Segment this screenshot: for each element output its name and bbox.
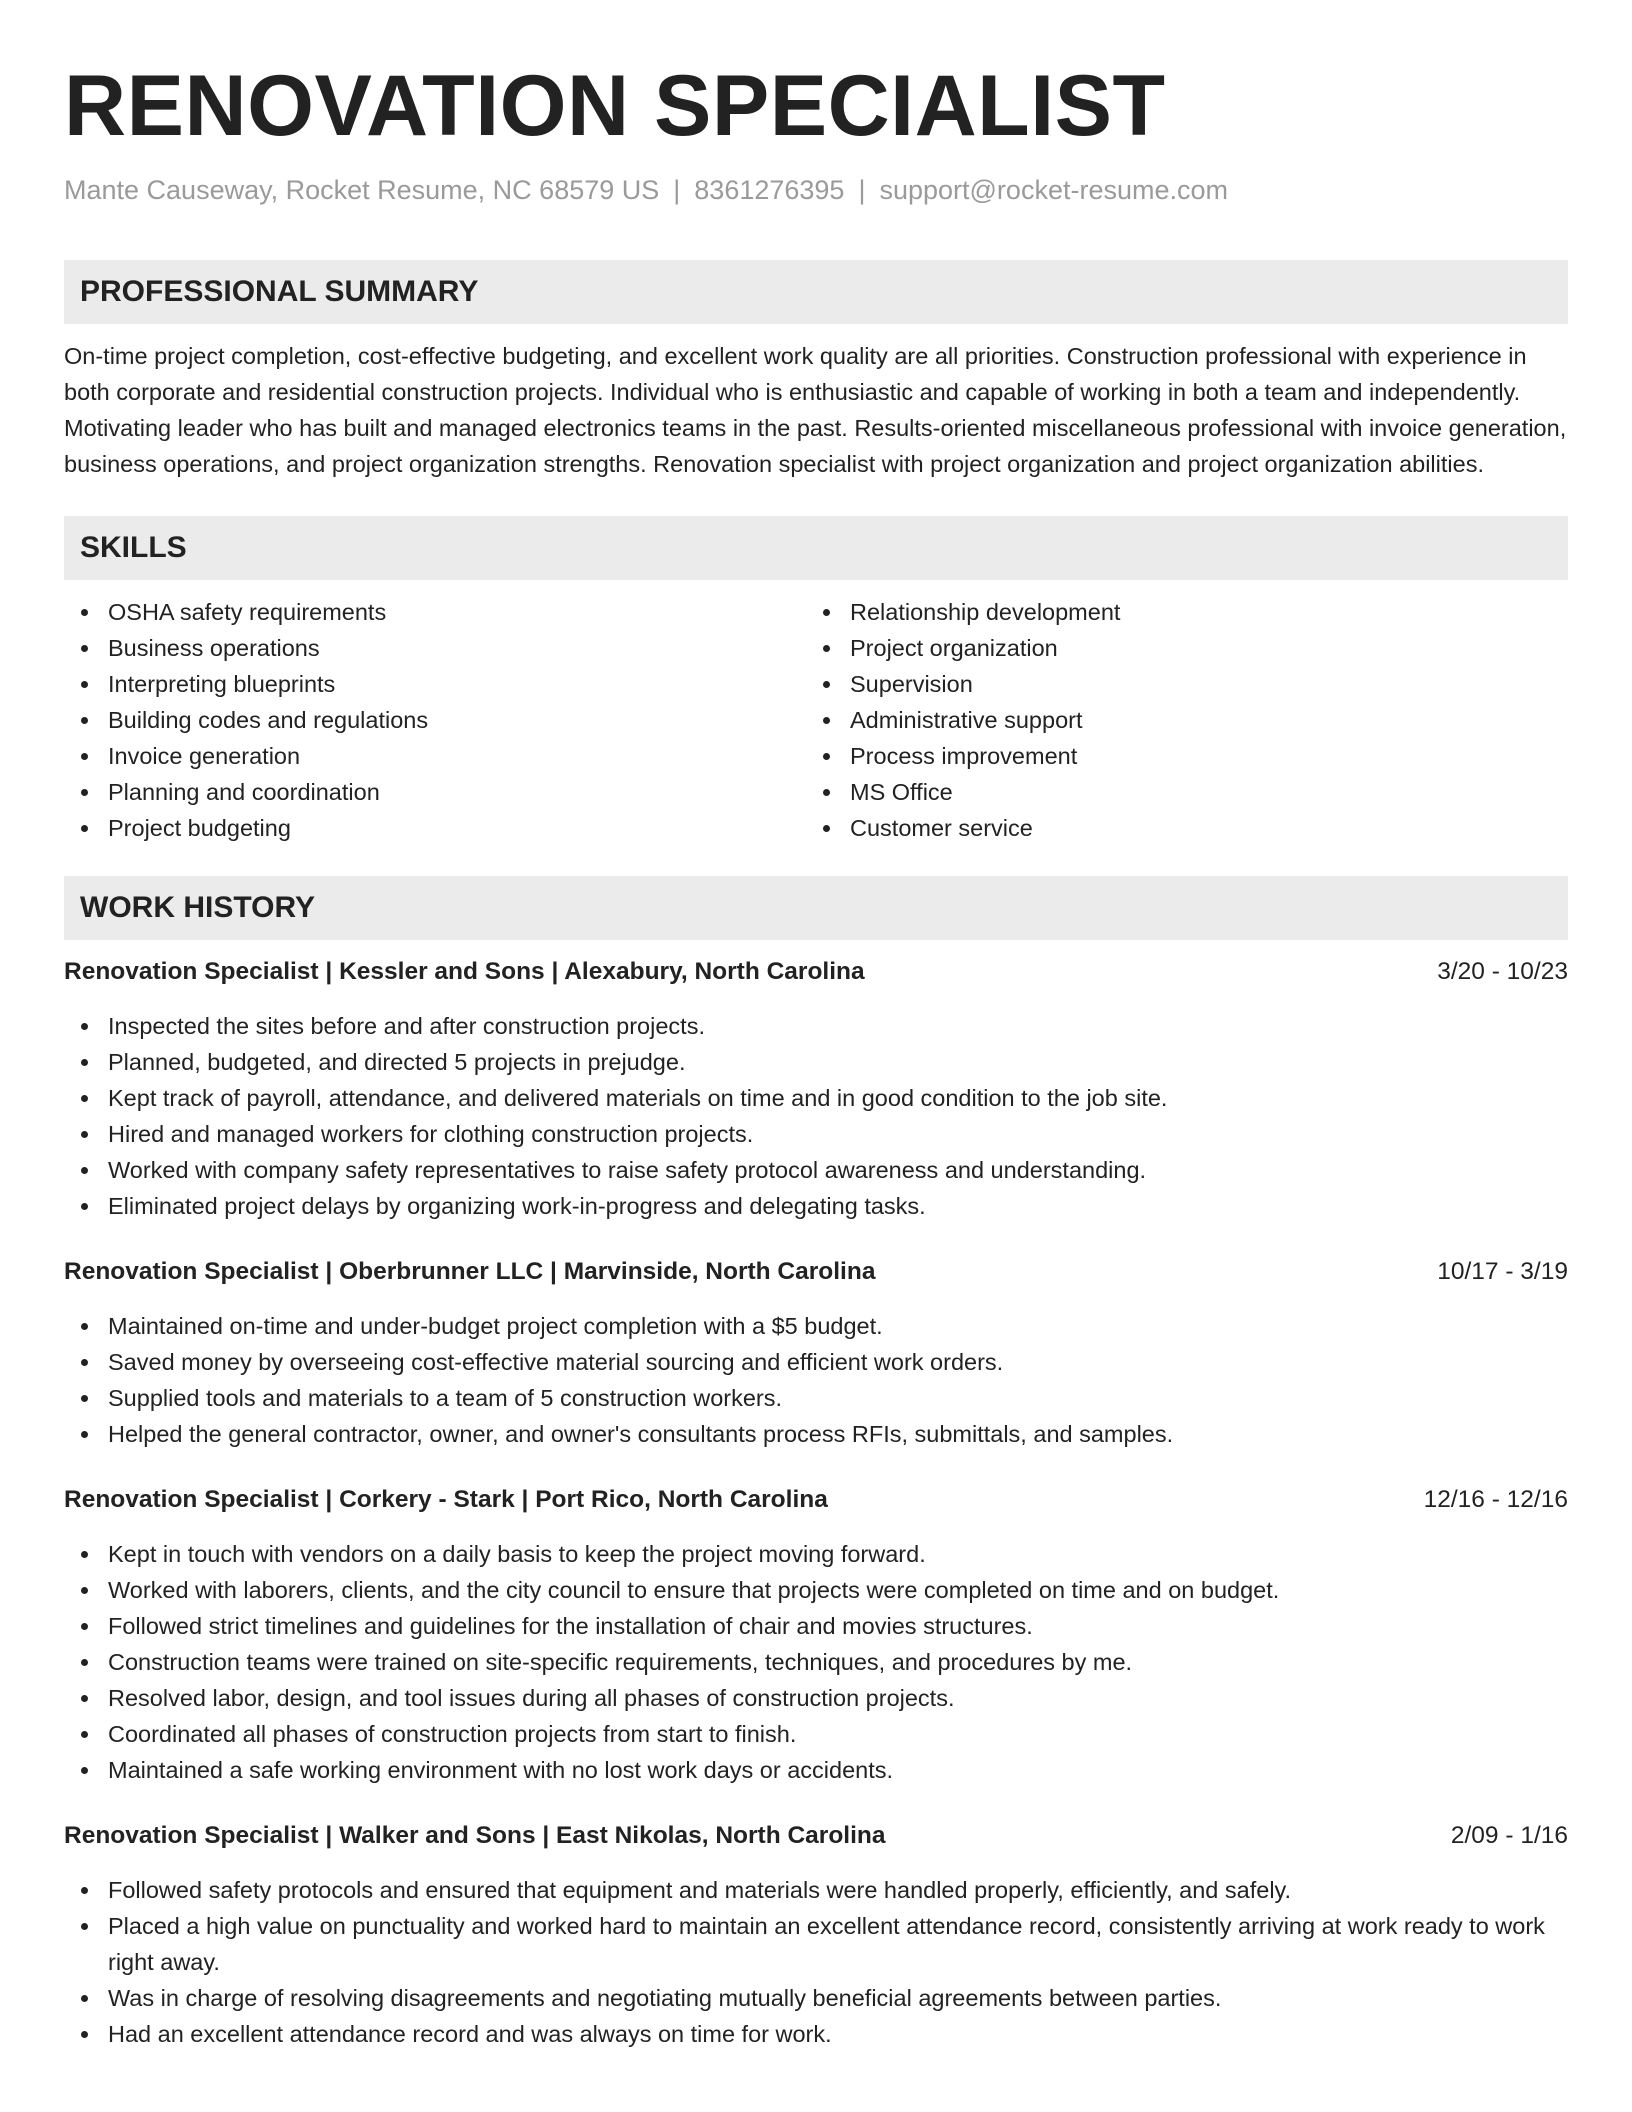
skill-item: Interpreting blueprints	[64, 666, 806, 702]
job-bullet: Had an excellent attendance record and was always on time for work.	[64, 2016, 1568, 2052]
job-entry	[64, 1482, 1568, 1788]
skill-item: Project organization	[806, 630, 1548, 666]
job-bullet: Hired and managed workers for clothing construction projects.	[64, 1116, 1568, 1152]
skills-list	[64, 594, 1568, 846]
job-dates: 12/16 - 12/16	[1423, 1486, 1568, 1513]
job-entry	[64, 954, 1568, 1224]
job-bullet: Resolved labor, design, and tool issues during all phases of construction projects.	[64, 1680, 1568, 1716]
job-bullets	[64, 1536, 1568, 1788]
job-dates: 2/09 - 1/16	[1450, 1822, 1568, 1849]
skill-item: Supervision	[806, 666, 1548, 702]
skills-column-left	[64, 594, 806, 846]
contact-separator: |	[858, 175, 866, 205]
skill-item: Planning and coordination	[64, 774, 806, 810]
skills-column-right	[806, 594, 1548, 846]
job-header	[64, 1482, 1568, 1518]
summary-heading: PROFESSIONAL SUMMARY	[64, 260, 1568, 324]
job-bullets	[64, 1008, 1568, 1224]
skill-item: Customer service	[806, 810, 1548, 846]
job-bullet: Worked with laborers, clients, and the city council to ensure that projects were completed on time and on budget.	[64, 1572, 1568, 1608]
contact-separator: |	[673, 175, 681, 205]
job-bullet: Saved money by overseeing cost-effective material sourcing and efficient work orders.	[64, 1344, 1568, 1380]
skill-item: Invoice generation	[64, 738, 806, 774]
skill-item: Business operations	[64, 630, 806, 666]
resume-name: RENOVATION SPECIALIST	[64, 58, 1166, 154]
job-title: Renovation Specialist | Kessler and Sons | Alexabury, North Carolina	[64, 958, 865, 985]
job-header	[64, 1818, 1568, 1854]
skill-item: Administrative support	[806, 702, 1548, 738]
contact-phone: 8361276395	[694, 175, 845, 205]
skills-heading: SKILLS	[64, 516, 1568, 580]
job-title: Renovation Specialist | Oberbrunner LLC | Marvinside, North Carolina	[64, 1258, 876, 1285]
job-title: Renovation Specialist | Corkery - Stark | Port Rico, North Carolina	[64, 1486, 828, 1513]
job-header	[64, 1254, 1568, 1290]
job-bullet: Planned, budgeted, and directed 5 projects in prejudge.	[64, 1044, 1568, 1080]
skill-item: Relationship development	[806, 594, 1548, 630]
job-bullet: Placed a high value on punctuality and worked hard to maintain an excellent attendance record, consistently arriving at work ready to work right away.	[64, 1908, 1568, 1980]
job-bullet: Coordinated all phases of construction projects from start to finish.	[64, 1716, 1568, 1752]
job-bullet: Kept in touch with vendors on a daily basis to keep the project moving forward.	[64, 1536, 1568, 1572]
job-bullet: Worked with company safety representatives to raise safety protocol awareness and understanding.	[64, 1152, 1568, 1188]
job-bullet: Helped the general contractor, owner, and owner's consultants process RFIs, submittals, and samples.	[64, 1416, 1568, 1452]
job-bullet: Supplied tools and materials to a team of 5 construction workers.	[64, 1380, 1568, 1416]
contact-email: support@rocket-resume.com	[879, 175, 1228, 205]
job-bullet: Construction teams were trained on site-specific requirements, techniques, and procedures by me.	[64, 1644, 1568, 1680]
job-bullet: Was in charge of resolving disagreements and negotiating mutually beneficial agreements between parties.	[64, 1980, 1568, 2016]
job-dates: 3/20 - 10/23	[1437, 958, 1568, 985]
resume-page	[64, 0, 1568, 2052]
job-dates: 10/17 - 3/19	[1437, 1258, 1568, 1285]
job-bullets	[64, 1308, 1568, 1452]
skill-item: OSHA safety requirements	[64, 594, 806, 630]
summary-text: On-time project completion, cost-effective budgeting, and excellent work quality are all priorities. Construction professional with experience in both corporate and residential construction projects. Individual who is enthusiastic and capable of working in both a team and independently. Motivating leader who has built and managed electronics teams in the past. Results-oriented miscellaneous professional with invoice generation, business operations, and project organization strengths. Renovation specialist with project organization and project organization abilities.	[64, 343, 1567, 477]
job-title: Renovation Specialist | Walker and Sons | East Nikolas, North Carolina	[64, 1822, 886, 1849]
contact-line	[64, 172, 1568, 208]
job-bullet: Kept track of payroll, attendance, and delivered materials on time and in good condition to the job site.	[64, 1080, 1568, 1116]
job-bullet: Maintained on-time and under-budget project completion with a $5 budget.	[64, 1308, 1568, 1344]
job-bullet: Followed strict timelines and guidelines for the installation of chair and movies structures.	[64, 1608, 1568, 1644]
work-history-heading: WORK HISTORY	[64, 876, 1568, 940]
job-header	[64, 954, 1568, 990]
skill-item: Process improvement	[806, 738, 1548, 774]
contact-address: Mante Causeway, Rocket Resume, NC 68579 US	[64, 175, 660, 205]
job-bullets	[64, 1872, 1568, 2052]
job-entry	[64, 1254, 1568, 1452]
job-entry	[64, 1818, 1568, 2052]
skill-item: Building codes and regulations	[64, 702, 806, 738]
job-bullet: Followed safety protocols and ensured that equipment and materials were handled properly, efficiently, and safely.	[64, 1872, 1568, 1908]
job-bullet: Eliminated project delays by organizing work-in-progress and delegating tasks.	[64, 1188, 1568, 1224]
skill-item: MS Office	[806, 774, 1548, 810]
job-bullet: Inspected the sites before and after construction projects.	[64, 1008, 1568, 1044]
skill-item: Project budgeting	[64, 810, 806, 846]
job-bullet: Maintained a safe working environment with no lost work days or accidents.	[64, 1752, 1568, 1788]
